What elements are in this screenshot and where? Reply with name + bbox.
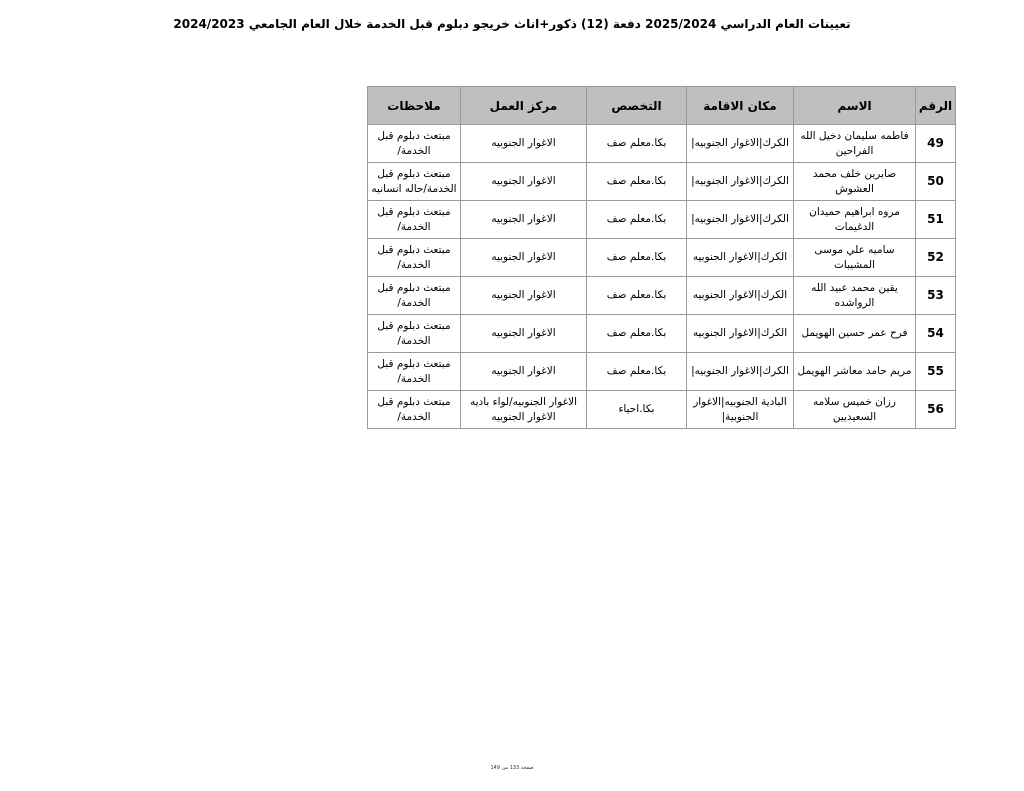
cell-workplace (461, 239, 587, 277)
cell-name (794, 391, 916, 429)
header-number: الرقم (916, 87, 956, 125)
cell-residence (687, 277, 794, 315)
cell-notes-text: مبتعث دبلوم قبل الخدمة/حاله انسانيه (371, 167, 457, 195)
table-row (368, 353, 956, 391)
cell-name (794, 163, 916, 201)
cell-number: 53 (916, 277, 956, 315)
cell-notes-text: مبتعث دبلوم قبل الخدمة/ (377, 243, 451, 271)
cell-workplace-text: الاغوار الجنوبيه (491, 175, 556, 187)
cell-name (794, 315, 916, 353)
cell-residence-text: الكرك|الاغوار الجنوبيه (692, 289, 788, 301)
table-row (368, 391, 956, 429)
cell-residence-text: الكرك|الاغوار الجنوبيه| (691, 137, 789, 149)
cell-specialization: بكا.معلم صف (587, 315, 687, 353)
cell-workplace-text: الاغوار الجنوبيه (491, 213, 556, 225)
cell-number: 50 (916, 163, 956, 201)
cell-name-text: صابرين خلف محمد العشوش (812, 167, 897, 195)
cell-notes (368, 239, 461, 277)
cell-workplace (461, 315, 587, 353)
table-row (368, 315, 956, 353)
page-title: تعيينات العام الدراسي 2025/2024 دفعة (12) ذكور+اناث خريجو دبلوم قبل الخدمة خلال العام الجامعي 2024/2023 (173, 17, 851, 31)
cell-notes (368, 391, 461, 429)
header-notes: ملاحظات (368, 87, 461, 125)
cell-workplace (461, 125, 587, 163)
cell-residence (687, 391, 794, 429)
cell-residence-text: الكرك|الاغوار الجنوبيه| (691, 213, 789, 225)
header-residence: مكان الاقامة (687, 87, 794, 125)
cell-workplace (461, 391, 587, 429)
cell-name (794, 201, 916, 239)
cell-specialization: بكا.معلم صف (587, 125, 687, 163)
cell-residence (687, 201, 794, 239)
cell-notes (368, 125, 461, 163)
header-specialization: التخصص (587, 87, 687, 125)
table-row (368, 125, 956, 163)
cell-workplace-text: الاغوار الجنوبيه (491, 137, 556, 149)
cell-residence (687, 315, 794, 353)
cell-notes (368, 163, 461, 201)
cell-workplace-text: الاغوار الجنوبيه (491, 365, 556, 377)
table-row (368, 201, 956, 239)
table-row (368, 277, 956, 315)
cell-notes (368, 201, 461, 239)
cell-number: 54 (916, 315, 956, 353)
cell-number: 52 (916, 239, 956, 277)
page-number: صفحة 133 من 149 (490, 765, 534, 771)
cell-notes-text: مبتعث دبلوم قبل الخدمة/ (377, 129, 451, 157)
cell-workplace-text: الاغوار الجنوبيه (491, 289, 556, 301)
cell-workplace-text: الاغوار الجنوبيه (491, 327, 556, 339)
table-header-row (368, 87, 956, 125)
header-name: الاسم (794, 87, 916, 125)
cell-residence (687, 163, 794, 201)
cell-notes-text: مبتعث دبلوم قبل الخدمة/ (377, 205, 451, 233)
cell-workplace-text: الاغوار الجنوبيه (491, 251, 556, 263)
cell-residence-text: الكرك|الاغوار الجنوبيه| (691, 365, 789, 377)
cell-name-text: ساميه علي موسى المشيبات (814, 243, 895, 271)
cell-specialization: بكا.معلم صف (587, 201, 687, 239)
cell-residence (687, 353, 794, 391)
cell-number: 56 (916, 391, 956, 429)
cell-notes-text: مبتعث دبلوم قبل الخدمة/ (377, 395, 451, 423)
cell-specialization: بكا.معلم صف (587, 353, 687, 391)
cell-residence-text: البادية الجنوبيه|الاغوار الجنوبية| (693, 395, 787, 423)
cell-specialization: بكا.معلم صف (587, 239, 687, 277)
assignments-table (367, 86, 956, 429)
cell-name-text: فرح عمر حسين الهويمل (801, 327, 908, 339)
cell-notes-text: مبتعث دبلوم قبل الخدمة/ (377, 281, 451, 309)
cell-workplace (461, 163, 587, 201)
header-workplace: مركز العمل (461, 87, 587, 125)
cell-notes (368, 277, 461, 315)
cell-residence-text: الكرك|الاغوار الجنوبيه (692, 251, 788, 263)
cell-number: 49 (916, 125, 956, 163)
cell-name-text: مريم حامد معاشر الهويمل (797, 365, 912, 377)
cell-residence-text: الكرك|الاغوار الجنوبيه (692, 327, 788, 339)
cell-notes (368, 315, 461, 353)
cell-name-text: فاطمه سليمان دخيل الله الفراحين (800, 129, 909, 157)
cell-workplace (461, 277, 587, 315)
cell-name (794, 239, 916, 277)
cell-name-text: مروه ابراهيم حميدان الدغيمات (809, 205, 900, 233)
cell-name-text: يقين محمد عبيد الله الرواشده (811, 281, 898, 309)
cell-specialization: بكا.احياء (587, 391, 687, 429)
cell-number: 51 (916, 201, 956, 239)
cell-residence (687, 239, 794, 277)
cell-name (794, 125, 916, 163)
cell-name (794, 353, 916, 391)
cell-name-text: رزان خميس سلامه السعيديين (813, 395, 896, 423)
cell-workplace (461, 201, 587, 239)
table-row (368, 163, 956, 201)
cell-specialization: بكا.معلم صف (587, 277, 687, 315)
cell-name (794, 277, 916, 315)
cell-specialization: بكا.معلم صف (587, 163, 687, 201)
cell-residence-text: الكرك|الاغوار الجنوبيه| (691, 175, 789, 187)
cell-number: 55 (916, 353, 956, 391)
cell-notes-text: مبتعث دبلوم قبل الخدمة/ (377, 357, 451, 385)
cell-notes (368, 353, 461, 391)
cell-notes-text: مبتعث دبلوم قبل الخدمة/ (377, 319, 451, 347)
cell-residence (687, 125, 794, 163)
cell-workplace-text: الاغوار الجنوبيه/لواء باديه الاغوار الجنوبيه (469, 395, 578, 423)
table-row (368, 239, 956, 277)
cell-workplace (461, 353, 587, 391)
